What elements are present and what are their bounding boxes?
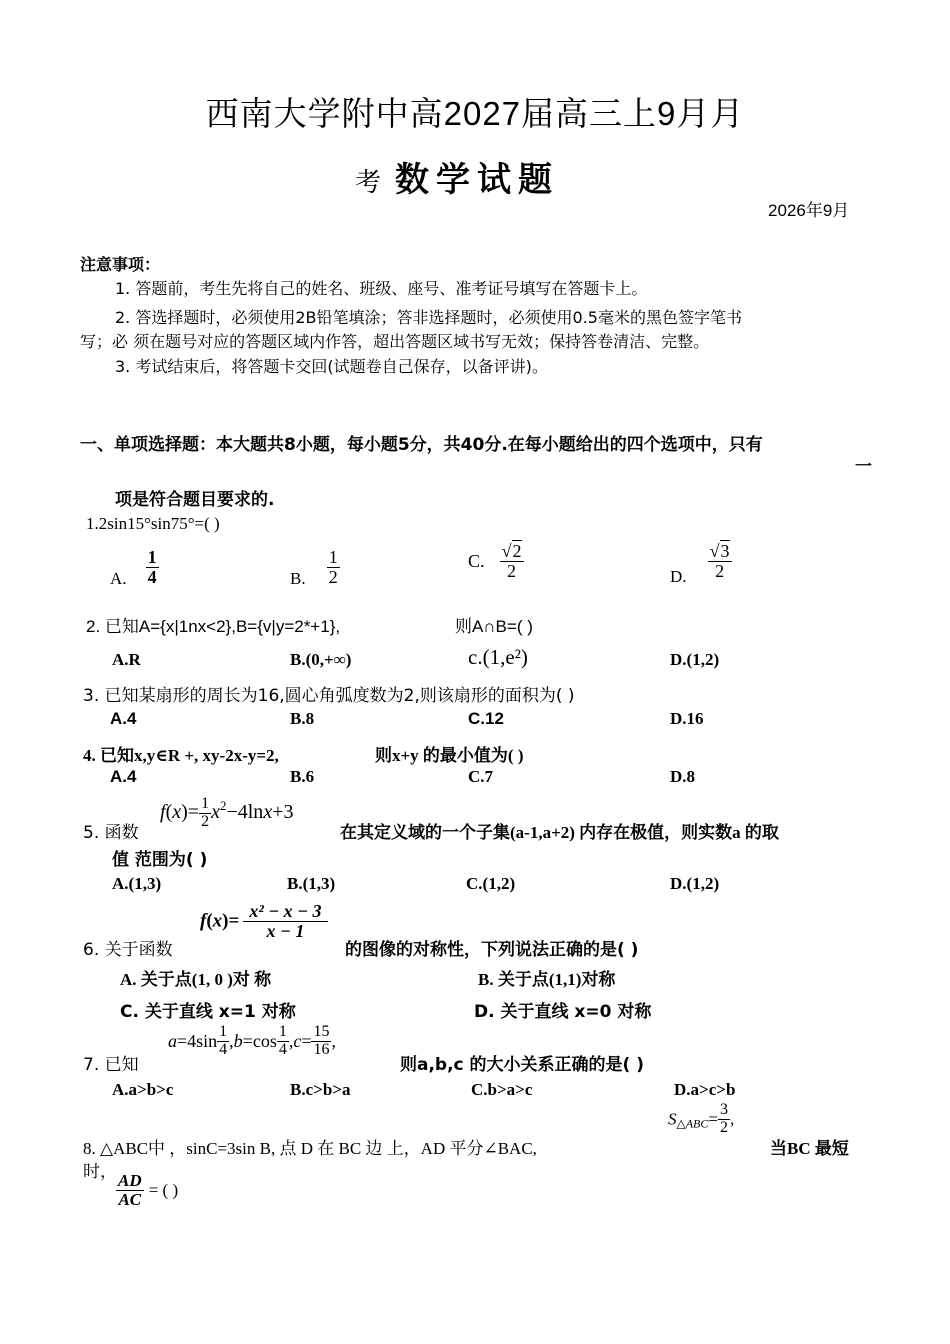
- q1-option-d: D. $\frac{√3}{2}$: [670, 541, 730, 587]
- q7-option-b: B.c>b>a: [290, 1080, 351, 1099]
- q4-option-b: B.6: [290, 767, 315, 786]
- q7-option-d: D.a>c>b: [674, 1080, 736, 1099]
- q8-answer-expr: $\frac{AD}{AC}$ = ( ): [118, 1171, 179, 1209]
- q2-option-b: B.(0,+∞): [290, 650, 352, 669]
- q5-prefix: 5. 函数: [83, 823, 139, 843]
- q5-stem: 在其定义域的一个子集(a-1,a+2) 内存在极值，则实数a 的取: [340, 823, 779, 842]
- q4-option-a: A.4: [110, 767, 137, 786]
- notice-item-2b: 写；必 须在题号对应的答题区域内作答，超出答题区域书写无效；保持答卷清洁、完整。: [80, 332, 710, 351]
- q3-option-c: C.12: [468, 709, 504, 728]
- q8-formula: $S_{\triangle ABC}=$ $\frac{3}{2}$ ,: [668, 1101, 735, 1136]
- q1-stem: 1.2sin15°sin75°=( ): [86, 514, 220, 533]
- q6-stem: 的图像的对称性，下列说法正确的是( ): [345, 940, 639, 960]
- q3-stem: 3. 已知某扇形的周长为16,圆心角弧度数为2,则该扇形的面积为( ): [83, 686, 575, 706]
- q7-stem: 则a,b,c 的大小关系正确的是( ): [400, 1055, 645, 1075]
- q2-stem: 2. 已知A={x|1nx<2},B={v|y=2*+1},: [86, 617, 341, 636]
- q5-option-d: D.(1,2): [670, 874, 720, 893]
- q4-option-d: D.8: [670, 767, 696, 786]
- q6-option-c: C. 关于直线 x=1 对称: [120, 1002, 296, 1022]
- q4-option-c: C.7: [468, 767, 494, 786]
- q5-option-a: A.(1,3): [112, 874, 162, 893]
- section1-line2: 项是符合题目要求的.: [115, 490, 275, 510]
- q1-option-c: C. $\frac{√2}{2}$: [468, 541, 522, 581]
- notice-item-2a: 2. 答选择题时，必须使用2B铅笔填涂；答非选择题时，必须使用0.5毫米的黑色签字笔书: [115, 308, 742, 327]
- q5-option-c: C.(1,2): [466, 874, 516, 893]
- exam-title-line2: [355, 152, 559, 201]
- q8-stem2: 时，: [83, 1162, 117, 1182]
- notice-heading: 注意事项：: [80, 255, 161, 274]
- q2-stem-tail: 则A∩B=( ): [455, 617, 533, 636]
- q7-prefix: 7. 已知: [83, 1055, 139, 1075]
- section1-line1-tail: 一: [855, 457, 872, 477]
- title-kao: 考: [355, 168, 382, 198]
- exam-title-line1: 西南大学附中高2027届高三上9月月: [205, 95, 745, 132]
- q6-formula: f(x)= $\frac{\text{x² − x − 3}}{x - 1}$: [200, 902, 328, 941]
- q6-option-b: B. 关于点(1,1)对称: [478, 970, 616, 989]
- exam-date: 2026年9月: [768, 201, 850, 220]
- q6-prefix: 6. 关于函数: [83, 940, 173, 960]
- q3-option-d: D.16: [670, 709, 704, 728]
- q4-stem: 4. 已知x,y∈R +, xy-2x-y=2,: [83, 746, 279, 765]
- notice-item-3: 3. 考试结束后，将答题卡交回(试题卷自己保存，以备评讲)。: [115, 357, 548, 376]
- section1-line1: 一、单项选择题：本大题共8小题，每小题5分，共40分.在每小题给出的四个选项中，只有: [80, 435, 763, 455]
- q8-stem-tail: 当BC 最短: [770, 1139, 849, 1158]
- q5-stem2: 值 范围为( ): [112, 850, 208, 870]
- q7-option-a: A.a>b>c: [112, 1080, 174, 1099]
- q1-option-a: A. $\frac{1}{4}$: [110, 547, 157, 589]
- q3-option-a: A.4: [110, 709, 137, 728]
- q5-formula: f(x)= $\frac{1}{2}$ $x^2-4\ln x+3$: [160, 795, 294, 830]
- q6-option-d: D. 关于直线 x=0 对称: [474, 1002, 652, 1022]
- q2-option-c: c.(1,e²): [468, 645, 528, 669]
- q4-stem-tail: 则x+y 的最小值为( ): [375, 746, 524, 765]
- q7-formula: a=4sin $\frac{1}{4}$ ,b=cos $\frac{1}{4}$ ,c= $\frac{15}{16}$ ,: [168, 1023, 336, 1058]
- q6-option-a: A. 关于点(1, 0 )对 称: [120, 970, 272, 989]
- q8-stem: 8. △ABC中 ，sinC=3sin B, 点 D 在 BC 边 上，AD 平分∠BAC,: [83, 1139, 537, 1158]
- q2-option-d: D.(1,2): [670, 650, 720, 669]
- q7-option-c: C.b>a>c: [471, 1080, 533, 1099]
- title-subject: 数学试题: [395, 160, 560, 200]
- q5-option-b: B.(1,3): [287, 874, 336, 893]
- q3-option-b: B.8: [290, 709, 315, 728]
- q1-option-b: B. $\frac{1}{2}$: [290, 547, 338, 589]
- notice-item-1: 1. 答题前，考生先将自己的姓名、班级、座号、准考证号填写在答题卡上。: [115, 279, 648, 298]
- q2-option-a: A.R: [112, 650, 141, 669]
